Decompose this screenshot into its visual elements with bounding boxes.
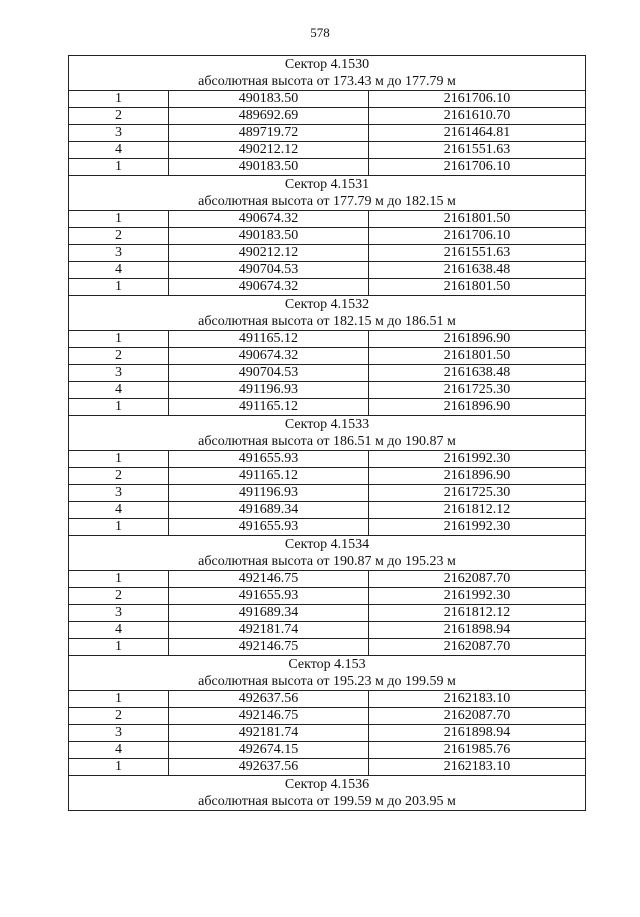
- point-number: 1: [69, 211, 169, 228]
- table-row: [69, 331, 586, 348]
- table-row: [69, 108, 586, 125]
- coordinate-y: 2161985.76: [369, 742, 586, 759]
- point-number: 2: [69, 588, 169, 605]
- coordinate-x: 490674.32: [169, 211, 369, 228]
- sector-title: Сектор 4.1531: [69, 176, 586, 194]
- table-row: [69, 588, 586, 605]
- table-row: [69, 348, 586, 365]
- table-row: [69, 382, 586, 399]
- point-number: 4: [69, 502, 169, 519]
- coordinate-x: 491165.12: [169, 399, 369, 416]
- coordinate-x: 490183.50: [169, 228, 369, 245]
- coordinate-x: 492181.74: [169, 622, 369, 639]
- coordinate-y: 2161896.90: [369, 468, 586, 485]
- table-row: [69, 759, 586, 776]
- coordinate-x: 491689.34: [169, 502, 369, 519]
- table-row: [69, 279, 586, 296]
- table-row: [69, 125, 586, 142]
- coordinate-y: 2161992.30: [369, 519, 586, 536]
- sector-altitude: абсолютная высота от 195.23 м до 199.59 м: [69, 673, 586, 691]
- coordinate-y: 2161896.90: [369, 331, 586, 348]
- point-number: 1: [69, 399, 169, 416]
- sector-altitude: абсолютная высота от 182.15 м до 186.51 м: [69, 313, 586, 331]
- coordinate-y: 2162087.70: [369, 708, 586, 725]
- coordinate-x: 490704.53: [169, 365, 369, 382]
- coordinate-x: 490212.12: [169, 245, 369, 262]
- table-row: [69, 622, 586, 639]
- table-row: [69, 605, 586, 622]
- sector-altitude-row: [69, 673, 586, 691]
- table-row: [69, 245, 586, 262]
- point-number: 1: [69, 331, 169, 348]
- table-row: [69, 365, 586, 382]
- coordinate-y: 2161725.30: [369, 485, 586, 502]
- coordinate-y: 2161464.81: [369, 125, 586, 142]
- point-number: 2: [69, 468, 169, 485]
- sector-title: Сектор 4.1536: [69, 776, 586, 794]
- point-number: 4: [69, 142, 169, 159]
- coordinate-y: 2161725.30: [369, 382, 586, 399]
- point-number: 1: [69, 451, 169, 468]
- point-number: 3: [69, 125, 169, 142]
- sector-altitude: абсолютная высота от 186.51 м до 190.87 м: [69, 433, 586, 451]
- coordinate-x: 491165.12: [169, 331, 369, 348]
- sector-title: Сектор 4.1532: [69, 296, 586, 314]
- coordinate-y: 2161898.94: [369, 622, 586, 639]
- table-row: [69, 142, 586, 159]
- coordinate-y: 2161551.63: [369, 142, 586, 159]
- sector-header-row: [69, 176, 586, 194]
- coordinates-table: [68, 55, 586, 811]
- sector-title: Сектор 4.1533: [69, 416, 586, 434]
- point-number: 1: [69, 759, 169, 776]
- coordinate-y: 2161706.10: [369, 91, 586, 108]
- coordinate-y: 2161801.50: [369, 348, 586, 365]
- sector-altitude-row: [69, 793, 586, 811]
- sector-header-row: [69, 296, 586, 314]
- coordinate-y: 2161801.50: [369, 211, 586, 228]
- table-row: [69, 159, 586, 176]
- sector-altitude-row: [69, 433, 586, 451]
- coordinate-y: 2161992.30: [369, 588, 586, 605]
- table-row: [69, 708, 586, 725]
- point-number: 2: [69, 708, 169, 725]
- point-number: 1: [69, 91, 169, 108]
- coordinate-y: 2161896.90: [369, 399, 586, 416]
- coordinate-y: 2162183.10: [369, 691, 586, 708]
- point-number: 4: [69, 742, 169, 759]
- sector-altitude-row: [69, 313, 586, 331]
- coordinate-y: 2161706.10: [369, 159, 586, 176]
- table-row: [69, 691, 586, 708]
- point-number: 2: [69, 108, 169, 125]
- sector-title: Сектор 4.153: [69, 656, 586, 674]
- table-row: [69, 91, 586, 108]
- sector-header-row: [69, 776, 586, 794]
- sector-altitude: абсолютная высота от 177.79 м до 182.15 м: [69, 193, 586, 211]
- table-row: [69, 228, 586, 245]
- coordinate-x: 491655.93: [169, 588, 369, 605]
- table-row: [69, 468, 586, 485]
- coordinate-y: 2161551.63: [369, 245, 586, 262]
- table-row: [69, 571, 586, 588]
- coordinate-y: 2162087.70: [369, 571, 586, 588]
- point-number: 4: [69, 262, 169, 279]
- coordinate-x: 491196.93: [169, 382, 369, 399]
- point-number: 1: [69, 639, 169, 656]
- table-row: [69, 485, 586, 502]
- point-number: 3: [69, 485, 169, 502]
- point-number: 3: [69, 725, 169, 742]
- sector-altitude-row: [69, 73, 586, 91]
- coordinate-x: 492637.56: [169, 691, 369, 708]
- coordinate-y: 2161801.50: [369, 279, 586, 296]
- coordinate-y: 2161638.48: [369, 365, 586, 382]
- coordinate-x: 490212.12: [169, 142, 369, 159]
- sector-altitude: абсолютная высота от 173.43 м до 177.79 м: [69, 73, 586, 91]
- table-row: [69, 742, 586, 759]
- sector-altitude-row: [69, 193, 586, 211]
- sector-altitude: абсолютная высота от 199.59 м до 203.95 м: [69, 793, 586, 811]
- sector-header-row: [69, 56, 586, 74]
- point-number: 1: [69, 691, 169, 708]
- coordinate-y: 2161898.94: [369, 725, 586, 742]
- point-number: 4: [69, 382, 169, 399]
- coordinate-x: 490704.53: [169, 262, 369, 279]
- table-row: [69, 639, 586, 656]
- point-number: 1: [69, 159, 169, 176]
- coordinate-x: 492146.75: [169, 571, 369, 588]
- table-row: [69, 211, 586, 228]
- point-number: 1: [69, 571, 169, 588]
- coordinate-y: 2161812.12: [369, 502, 586, 519]
- point-number: 3: [69, 245, 169, 262]
- table-row: [69, 519, 586, 536]
- coordinate-y: 2162087.70: [369, 639, 586, 656]
- coordinate-y: 2161706.10: [369, 228, 586, 245]
- table-row: [69, 725, 586, 742]
- coordinate-x: 492674.15: [169, 742, 369, 759]
- table-row: [69, 262, 586, 279]
- point-number: 2: [69, 228, 169, 245]
- coordinate-x: 489719.72: [169, 125, 369, 142]
- table-row: [69, 451, 586, 468]
- coordinate-y: 2161812.12: [369, 605, 586, 622]
- point-number: 1: [69, 519, 169, 536]
- sector-header-row: [69, 416, 586, 434]
- coordinate-y: 2161638.48: [369, 262, 586, 279]
- page-number: 578: [310, 25, 330, 40]
- coordinate-x: 491655.93: [169, 451, 369, 468]
- coordinate-y: 2162183.10: [369, 759, 586, 776]
- coordinates-table-body: [69, 56, 586, 811]
- coordinate-x: 492181.74: [169, 725, 369, 742]
- coordinate-x: 490183.50: [169, 91, 369, 108]
- coordinate-x: 492637.56: [169, 759, 369, 776]
- table-row: [69, 502, 586, 519]
- sector-title: Сектор 4.1530: [69, 56, 586, 74]
- point-number: 3: [69, 605, 169, 622]
- sector-altitude: абсолютная высота от 190.87 м до 195.23 м: [69, 553, 586, 571]
- coordinate-x: 489692.69: [169, 108, 369, 125]
- coordinate-x: 492146.75: [169, 708, 369, 725]
- coordinate-x: 492146.75: [169, 639, 369, 656]
- point-number: 4: [69, 622, 169, 639]
- coordinate-x: 491655.93: [169, 519, 369, 536]
- point-number: 2: [69, 348, 169, 365]
- coordinate-x: 490674.32: [169, 348, 369, 365]
- coordinate-x: 490674.32: [169, 279, 369, 296]
- coordinate-x: 491165.12: [169, 468, 369, 485]
- sector-header-row: [69, 536, 586, 554]
- coordinate-y: 2161992.30: [369, 451, 586, 468]
- point-number: 1: [69, 279, 169, 296]
- coordinate-x: 491689.34: [169, 605, 369, 622]
- coordinate-y: 2161610.70: [369, 108, 586, 125]
- sector-title: Сектор 4.1534: [69, 536, 586, 554]
- point-number: 3: [69, 365, 169, 382]
- table-row: [69, 399, 586, 416]
- sector-altitude-row: [69, 553, 586, 571]
- coordinate-x: 490183.50: [169, 159, 369, 176]
- coordinate-x: 491196.93: [169, 485, 369, 502]
- sector-header-row: [69, 656, 586, 674]
